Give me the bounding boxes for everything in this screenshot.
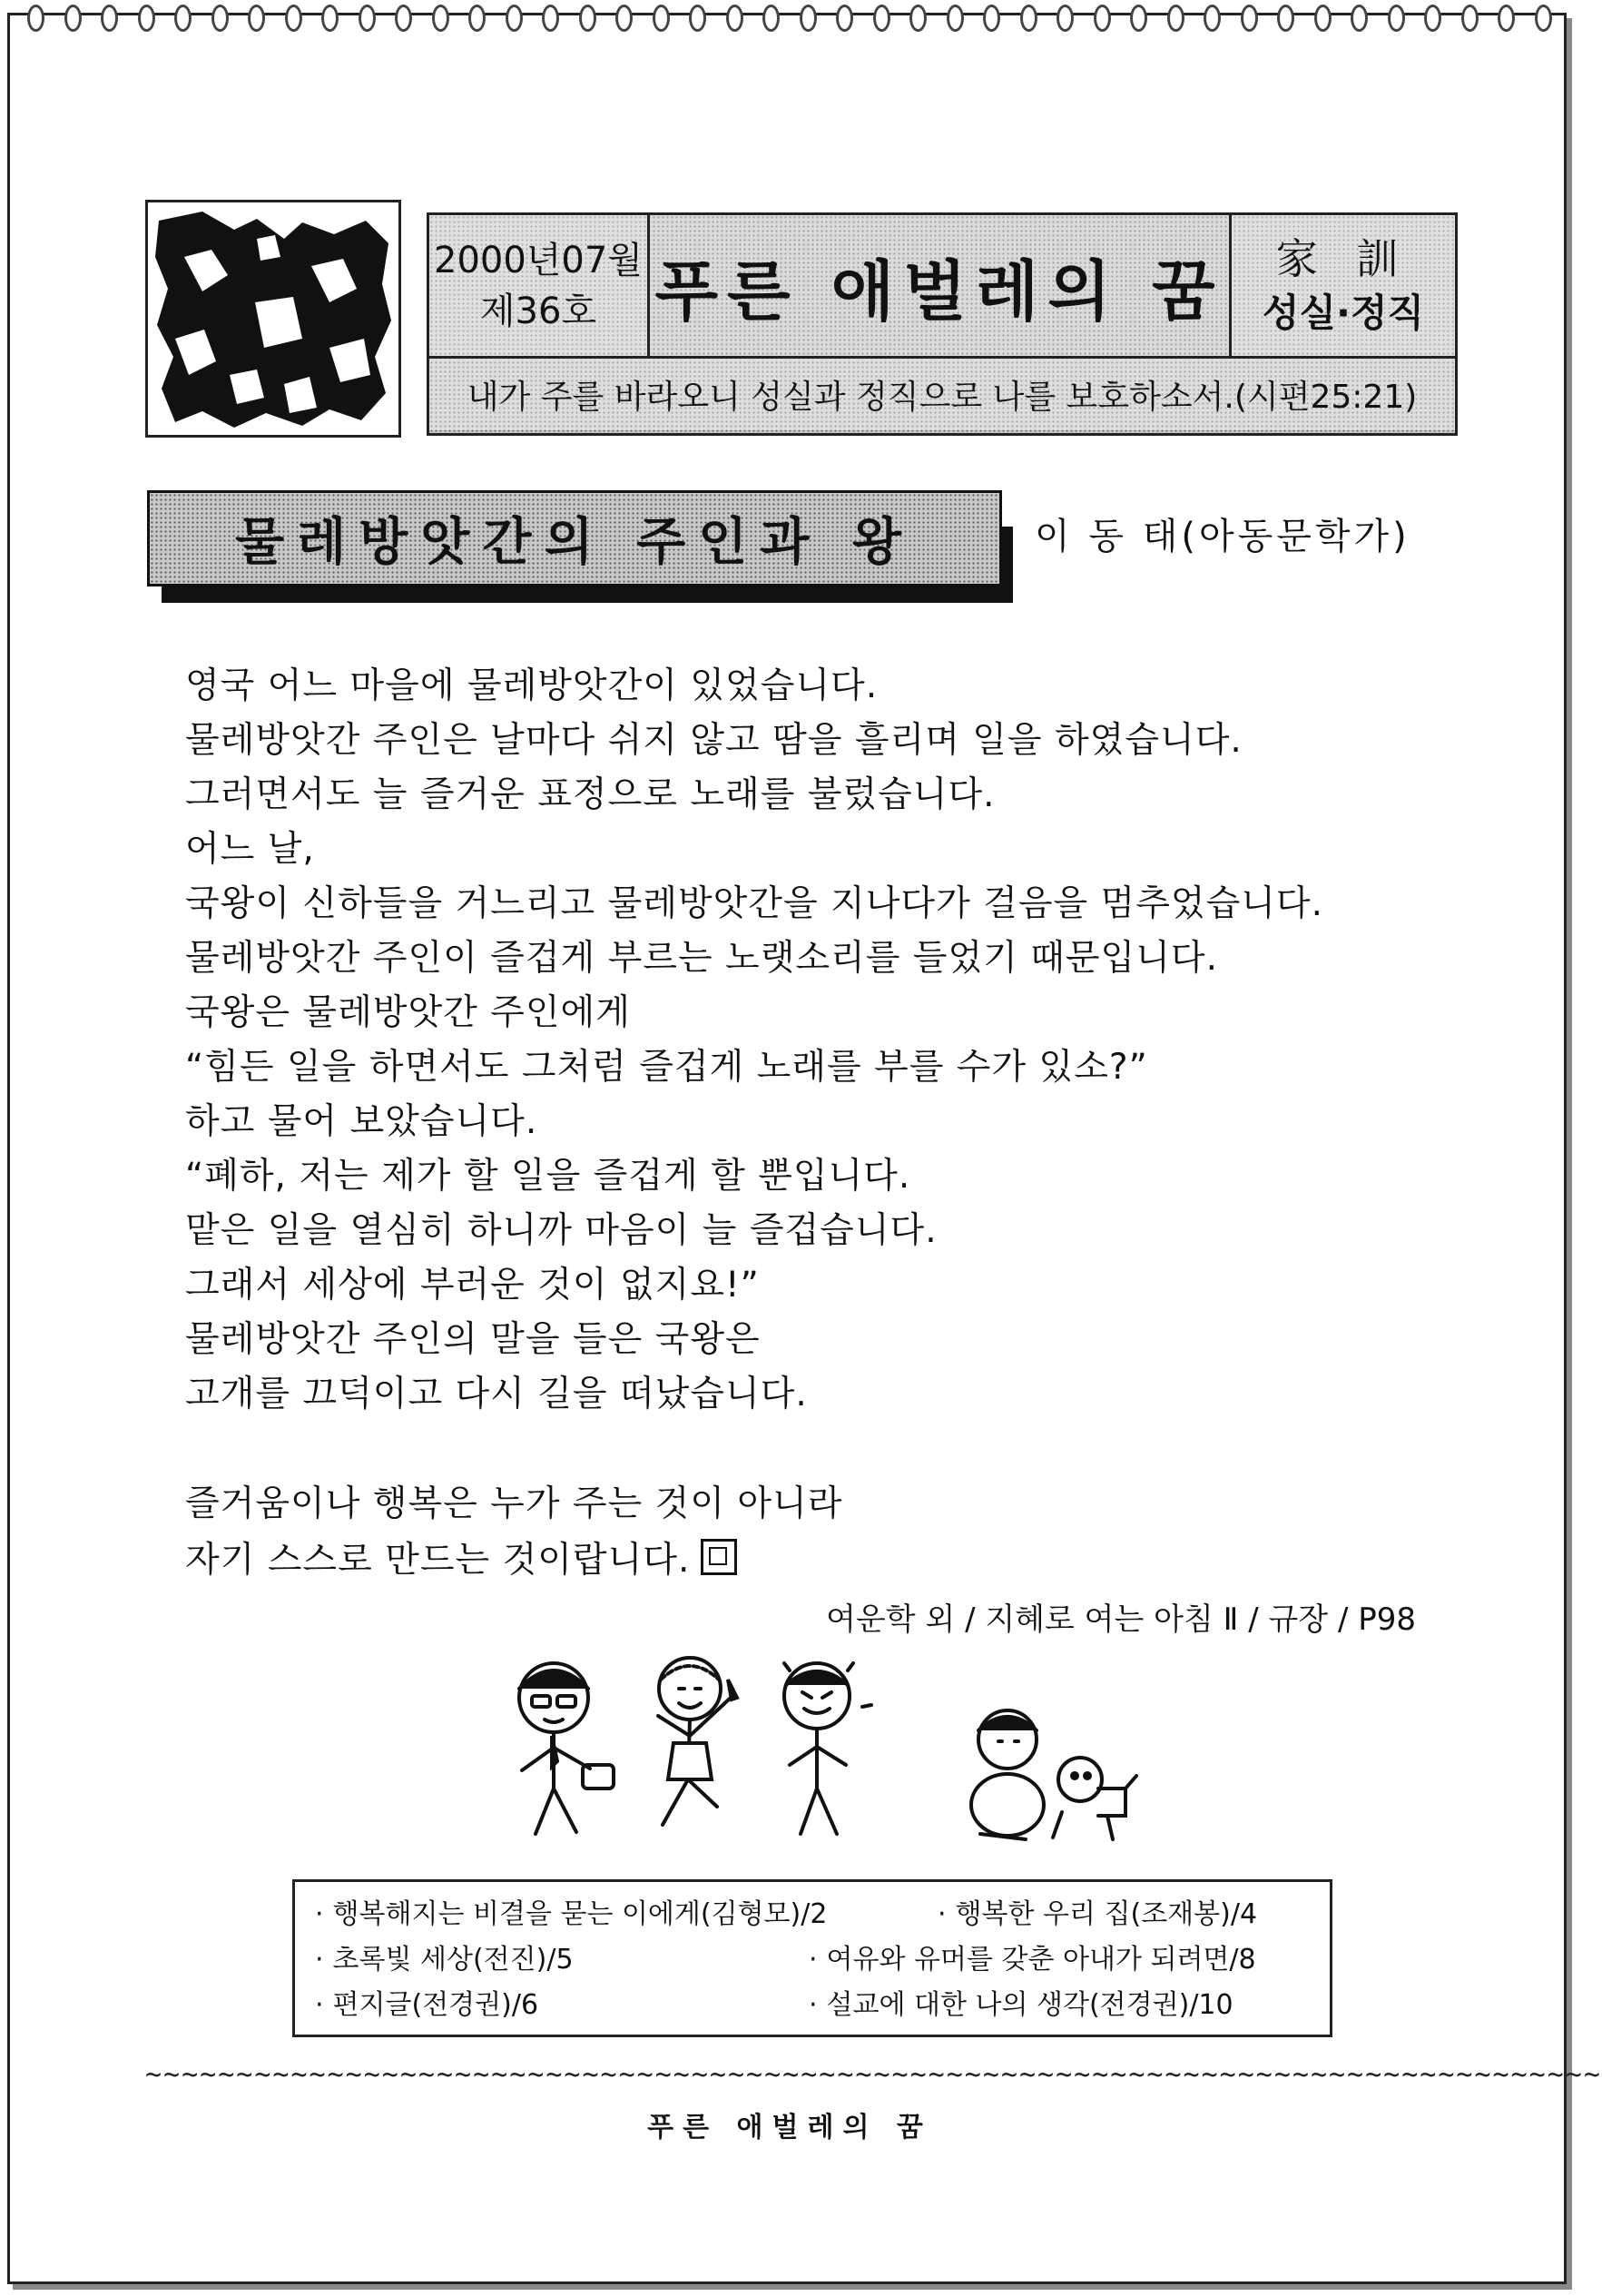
- ring-icon: [1461, 5, 1479, 32]
- ring-icon: [1498, 5, 1515, 32]
- toc-item[interactable]: [809, 1986, 1233, 2025]
- bible-verse: 내가 주를 바라오니 성실과 정직으로 나를 보호하소서.(시편25:21): [429, 359, 1455, 430]
- toc-item-label: 편지글(전경권)/6: [332, 1989, 539, 2021]
- children-illustration: [472, 1652, 1144, 1861]
- article-source: 여운학 외 / 지혜로 여는 아침 Ⅱ / 규장 / P98: [826, 1601, 1416, 1638]
- ring-icon: [1241, 5, 1258, 32]
- article-title: 물레방앗간의 주인과 왕: [147, 490, 1002, 586]
- motto-label: 家 訓: [1275, 233, 1411, 283]
- footer-divider: ~~~~~~~~~~~~~~~~~~~~~~~~~~~~~~~~~~~~~~~~~~~~~~~~~~~~~~~~~~~~~~~~~~~~~~~~~~~~~~~~: [145, 2059, 1602, 2091]
- toc-item-label: 행복한 우리 집(조재봉)/4: [955, 1898, 1258, 1930]
- body-line: 하고 물어 보았습니다.: [185, 1101, 538, 1142]
- ring-icon: [285, 5, 302, 32]
- ring-icon: [1277, 5, 1294, 32]
- ring-icon: [432, 5, 449, 32]
- body-line: 물레방앗간 주인이 즐겁게 부르는 노랫소리를 들었기 때문입니다.: [185, 938, 1218, 979]
- boy-with-glasses-icon: [519, 1663, 614, 1834]
- toc-item-label: 초록빛 세상(전진)/5: [332, 1944, 574, 1976]
- ring-icon: [909, 5, 927, 32]
- ring-icon: [1094, 5, 1111, 32]
- toc-bullet: ·: [809, 1989, 818, 2021]
- ring-icon: [321, 5, 339, 32]
- body-line: 물레방앗간 주인의 말을 들은 국왕은: [185, 1319, 761, 1360]
- ring-icon: [689, 5, 706, 32]
- binding-rings: [27, 0, 1552, 36]
- footer-title: 푸른 애벌레의 꿈: [647, 2112, 932, 2143]
- body-line: “힘든 일을 하면서도 그처럼 즐겁게 노래를 부를 수가 있소?”: [185, 1047, 1148, 1088]
- ring-icon: [174, 5, 192, 32]
- toc-item-label: 여유와 유머를 갖춘 아내가 되려면/8: [826, 1944, 1256, 1976]
- issue-info: [429, 215, 650, 359]
- toc-item[interactable]: [315, 1895, 827, 1935]
- ring-icon: [1167, 5, 1184, 32]
- ring-icon: [101, 5, 118, 32]
- ring-icon: [762, 5, 780, 32]
- toc-item[interactable]: [809, 1940, 1256, 1980]
- body-line: 고개를 끄덕이고 다시 길을 떠났습니다.: [185, 1374, 808, 1414]
- grinning-boy-icon: [784, 1663, 871, 1834]
- ring-icon: [579, 5, 596, 32]
- motto-value: 성실·정직: [1262, 290, 1425, 335]
- toc-item-label: 행복해지는 비결을 묻는 이에게(김형모)/2: [332, 1898, 828, 1930]
- body-line: 영국 어느 마을에 물레방앗간이 있었습니다.: [185, 665, 879, 706]
- ring-icon: [726, 5, 743, 32]
- ring-icon: [836, 5, 853, 32]
- end-mark-icon: [701, 1539, 737, 1575]
- ring-icon: [615, 5, 633, 32]
- ring-icon: [359, 5, 376, 32]
- ring-icon: [468, 5, 486, 32]
- masthead: [427, 212, 1458, 436]
- body-line: “폐하, 저는 제가 할 일을 즐겁게 할 뿐입니다.: [185, 1156, 911, 1197]
- body-line: 맡은 일을 열심히 하니까 마음이 늘 즐겁습니다.: [185, 1210, 938, 1251]
- ring-icon: [248, 5, 265, 32]
- ring-icon: [1424, 5, 1441, 32]
- ring-icon: [27, 5, 44, 32]
- ring-icon: [1388, 5, 1405, 32]
- ring-icon: [1351, 5, 1368, 32]
- ring-icon: [947, 5, 964, 32]
- child-with-dog-icon: [971, 1710, 1136, 1839]
- ring-icon: [653, 5, 670, 32]
- conclusion-text: 자기 스스로 만드는 것이랍니다.: [185, 1540, 691, 1581]
- body-line: 그러면서도 늘 즐거운 표정으로 노래를 불렀습니다.: [185, 774, 996, 815]
- ring-icon: [1130, 5, 1147, 32]
- family-motto: [1232, 215, 1455, 359]
- toc-bullet: ·: [938, 1898, 947, 1930]
- toc-item[interactable]: [315, 1940, 574, 1980]
- toc-item[interactable]: [938, 1895, 1257, 1935]
- ring-icon: [211, 5, 229, 32]
- body-line: 물레방앗간 주인은 날마다 쉬지 않고 땀을 흘리며 일을 하였습니다.: [185, 720, 1243, 761]
- ring-icon: [506, 5, 523, 32]
- girl-jumping-icon: [658, 1658, 737, 1825]
- toc-bullet: ·: [315, 1898, 324, 1930]
- table-of-contents: [292, 1879, 1332, 2037]
- ring-icon: [1204, 5, 1221, 32]
- issue-number: 제36호: [479, 290, 597, 332]
- newsletter-title: 푸른 애벌레의 꿈: [650, 215, 1232, 359]
- tree-silhouette-icon: [148, 202, 398, 435]
- ring-icon: [1535, 5, 1552, 32]
- body-line: 어느 날,: [185, 829, 315, 870]
- ring-icon: [983, 5, 1000, 32]
- toc-item-label: 설교에 대한 나의 생각(전경권)/10: [826, 1989, 1233, 2021]
- body-line: 국왕은 물레방앗간 주인에게: [185, 992, 631, 1033]
- ring-icon: [395, 5, 412, 32]
- issue-date: 2000년07월: [434, 239, 643, 281]
- ring-icon: [1057, 5, 1074, 32]
- body-line: 그래서 세상에 부러운 것이 없지요!”: [185, 1265, 760, 1306]
- toc-item[interactable]: [315, 1986, 538, 2025]
- caterpillar-logo: [145, 200, 401, 438]
- toc-bullet: ·: [809, 1944, 818, 1976]
- toc-bullet: ·: [315, 1944, 324, 1976]
- article-author: 이 동 태(아동문학가): [1035, 516, 1410, 557]
- toc-bullet: ·: [315, 1989, 324, 2021]
- body-line: 국왕이 신하들을 거느리고 물레방앗간을 지나다가 걸음을 멈추었습니다.: [185, 883, 1323, 924]
- conclusion-line: 즐거움이나 행복은 누가 주는 것이 아니라: [185, 1483, 843, 1524]
- conclusion-line: [185, 1532, 1365, 1589]
- article-body: [185, 659, 1474, 1422]
- ring-icon: [873, 5, 890, 32]
- ring-icon: [542, 5, 559, 32]
- ring-icon: [64, 5, 82, 32]
- ring-icon: [1020, 5, 1037, 32]
- ring-icon: [800, 5, 817, 32]
- ring-icon: [1314, 5, 1332, 32]
- article-conclusion: [185, 1476, 1365, 1589]
- ring-icon: [138, 5, 155, 32]
